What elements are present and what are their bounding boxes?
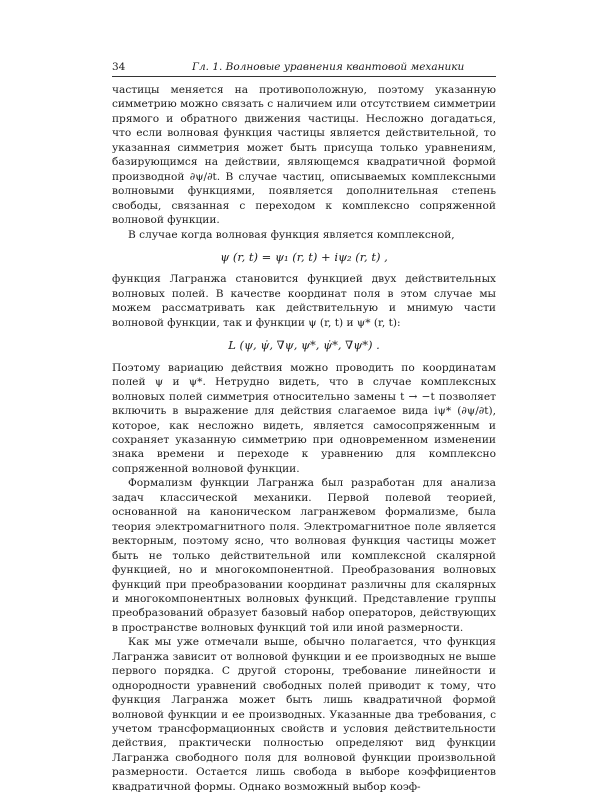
paragraph: частицы меняется на противоположную, поэтому указанную симметрию можно связать с наличием или отсутствием симметрии прямого и обратного движения частицы. Несложно догадаться, что если волновая функция частицы является действительной, то указанная симметрия может быть присуща только уравнениям, базирующимся на действии, являющемся квадратичной формой производной ∂ψ/∂t. В случае частиц, описываемых комплексными волновыми функциями, появляется дополнительная степень свободы, связанная с переходом к комплексно сопряженной волновой функции. xyxy=(112,84,496,227)
body-text xyxy=(112,83,496,794)
paragraph: Как мы уже отмечали выше, обычно полагается, что функция Лагранжа зависит от волновой функции и ее производных не выше первого порядка. С другой стороны, требование линейности и однородности уравнений свободных полей приводит к тому, что функция Лагранжа может быть лишь квадратичной формой волновой функции и ее производных. Указанные два требования, с учетом трансформационных свойств и условия действительности действия, практически полностью определяют вид функции Лагранжа свободного поля для волновой функции произвольной размерности. Остается лишь свобода в выборе коэффициентов квадратичной формы. Однако возможный выбор коэф- xyxy=(112,636,496,793)
formula-lagrangian: L (ψ, ψ̇, ∇ψ, ψ*, ψ̇*, ∇ψ*) . xyxy=(228,338,380,353)
paragraph: В случае когда волновая функция является комплексной, xyxy=(128,228,455,241)
paragraph: Поэтому вариацию действия можно проводить по координатам полей ψ и ψ*. Нетрудно видеть, что в случае комплексных волновых полей симметрия относительно замены t → −t позволяет включить в выражение для действия слагаемое вида iψ* (∂ψ/∂t), которое, как несложно видеть, является самосопряженным и сохраняет указанную симметрию при одновременном изменении знака времени и переходе к уравнению для комплексно сопряженной волновой функции. xyxy=(112,361,496,475)
chapter-title: Гл. 1. Волновые уравнения квантовой механики xyxy=(192,61,465,73)
formula-wavefunction: ψ (r, t) = ψ₁ (r, t) + iψ₂ (r, t) , xyxy=(220,249,388,264)
paragraph: Формализм функции Лагранжа был разработан для анализа задач классической механики. Первой полевой теорией, основанной на каноническом лагранжевом формализме, была теория электромагнитного поля. Электромагнитное поле является векторным, поэтому ясно, что волновая функция частицы может быть не только действительной или комплексной скалярной функцией, но и многокомпонентной. Преобразования волновых функций при преобразовании координат различны для скалярных и многокомпонентных волновых функций. Представление группы преобразований образует базовый набор операторов, действующих в пространстве волновых функций той или иной размерности. xyxy=(112,477,496,634)
page-number: 34 xyxy=(112,61,126,73)
paragraph: функция Лагранжа становится функцией двух действительных волновых полей. В качестве координат поля в этом случае мы можем рассматривать как действительную и мнимую части волновой функции, так и функции ψ (r, t) и ψ* (r, t): xyxy=(112,273,496,329)
running-head xyxy=(112,60,496,77)
